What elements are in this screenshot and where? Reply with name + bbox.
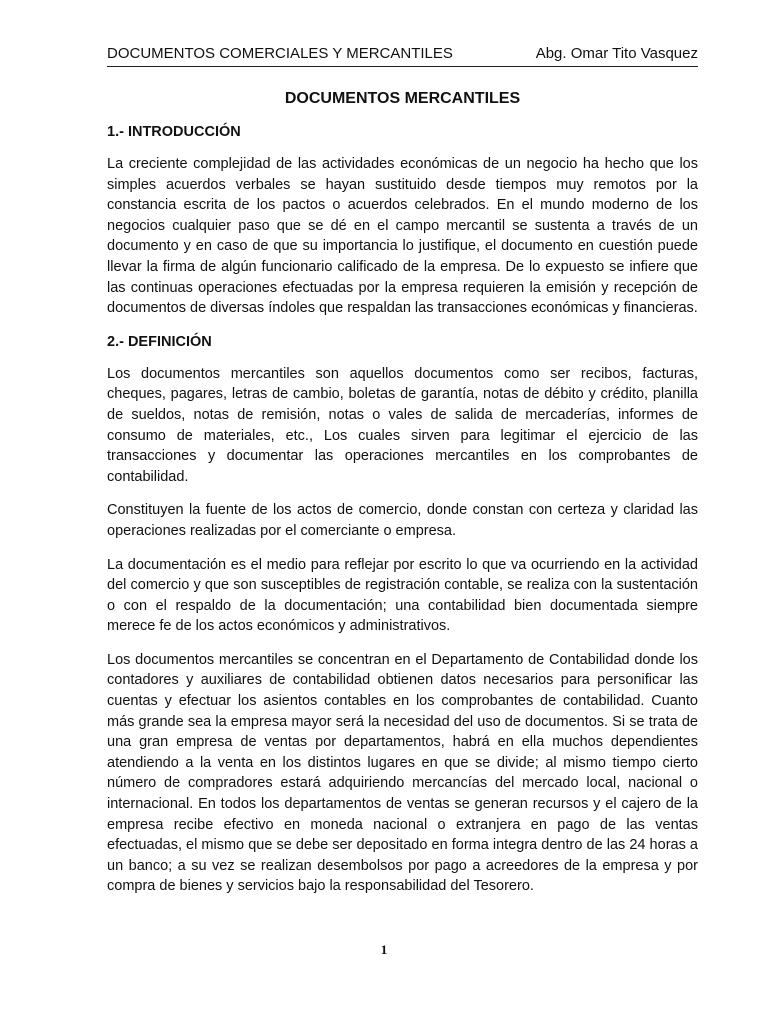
page-title: DOCUMENTOS MERCANTILES [284,90,521,107]
section-heading-introduccion: 1.- INTRODUCCIÓN [107,124,241,140]
header-document-title: DOCUMENTOS COMERCIALES Y MERCANTILES [107,45,453,62]
document-body [107,88,698,910]
paragraph: La creciente complejidad de las actividades económicas de un negocio ha hecho que los simples acuerdos verbales se hayan sustituido desde tiempos muy remotos por la constancia escrita de los pactos o acuerdos celebrados. En el mundo moderno de los negocios cualquier paso que se dé en el campo mercantil se sustenta a través de un documento y en caso de que su importancia lo justifique, el documento en cuestión puede llevar la firma de algún funcionario calificado de la empresa. De lo expuesto se infiere que las continuas operaciones efectuadas por la empresa requieren la emisión y recepción de documentos de diversas índoles que respaldan las transacciones económicas y financieras. [107,156,698,317]
paragraph: Los documentos mercantiles se concentran en el Departamento de Contabilidad donde los contadores y auxiliares de contabilidad obtienen datos necesarios para personificar las cuentas y efectuar los asientos contables en los comprobantes de contabilidad. Cuanto más grande sea la empresa mayor será la necesidad del uso de documentos. Si se trata de una gran empresa de ventas por departamentos, habrá en ella muchos dependientes atendiendo a la venta en los distintos lugares en que se divide; al mismo tiempo cierto número de compradores estará adquiriendo mercancías del mercado local, nacional o internacional. En todos los departamentos de ventas se generan recursos y el cajero de la empresa recibe efectivo en moneda nacional o extranjera en pago de las ventas efectuadas, el mismo que se debe ser depositado en forma integra dentro de las 24 horas a un banco; a su vez se realizan desembolsos por pago a acreedores de la empresa y por compra de bienes y servicios bajo la responsabilidad del Tesorero. [107,651,698,895]
paragraph: Los documentos mercantiles son aquellos documentos como ser recibos, facturas, cheques, pagares, letras de cambio, boletas de garantía, notas de débito y crédito, planilla de sueldos, notas de remisión, notas o vales de salida de mercaderías, informes de consumo de materiales, etc., Los cuales sirven para legitimar el ejercicio de las transacciones y documentar las operaciones mercantiles en los comprobantes de contabilidad. [107,365,698,485]
paragraph: La documentación es el medio para reflejar por escrito lo que va ocurriendo en la actividad del comercio y que son susceptibles de registración contable, se realiza con la sustentación o con el respaldo de la documentación; una contabilidad bien documentada siempre merece fe de los actos económicos y administrativos. [107,556,698,635]
page-number: 1 [380,942,388,957]
section-heading-definicion: 2.- DEFINICIÓN [107,333,212,350]
running-header [107,44,698,67]
paragraph: Constituyen la fuente de los actos de comercio, donde constan con certeza y claridad las operaciones realizadas por el comerciante o empresa. [107,502,698,539]
header-author: Abg. Omar Tito Vasquez [535,45,698,62]
